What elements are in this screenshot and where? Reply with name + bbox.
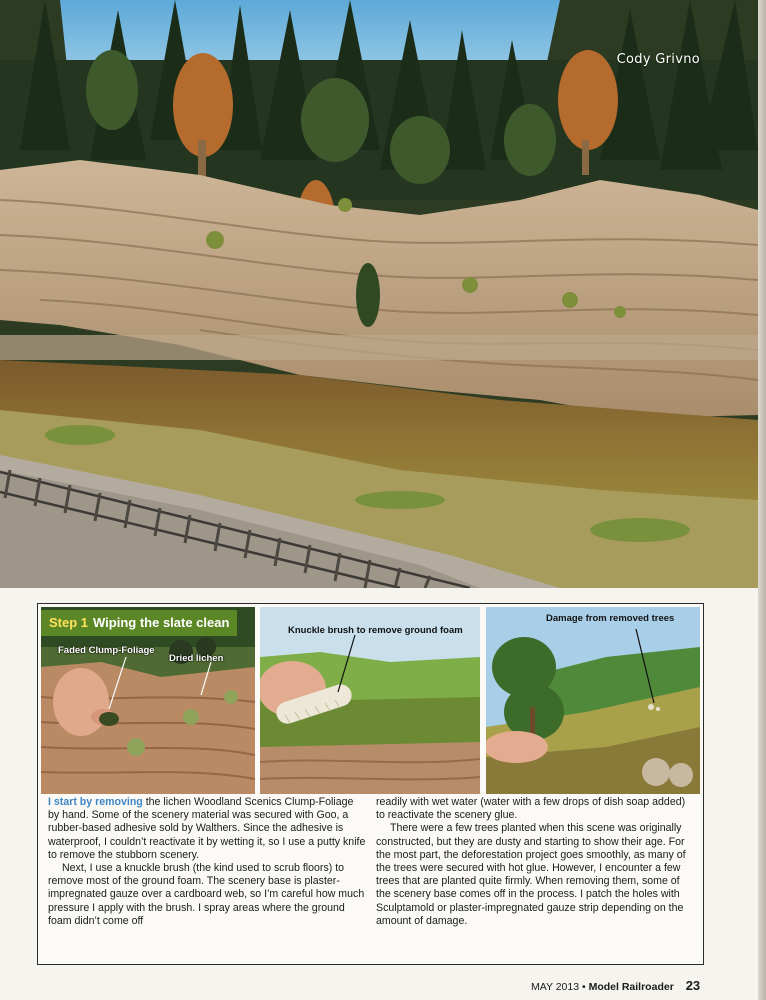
paragraph: readily with wet water (water with a few drops of dish soap added) to reactivate the scenery glue. [376,796,686,822]
step-photo-1 [41,607,255,794]
text-column-right [376,796,694,928]
step-box [37,603,704,965]
step-photo-3 [486,607,700,794]
lead-in: I start by removing [48,796,143,808]
issue-date: MAY 2013 [531,981,580,993]
label-damage-removed-trees: Damage from removed trees [546,613,675,624]
paragraph-text: the lichen Woodland Scenics Clump-Foliage by hand. Some of the scenery material was secured with Goo, a rubber-based adhesive sold by Walthers. Since the adhesive is waterproof, I couldn’t reactivate it by wetting it, so I use a putty knife to remove the stubborn scenery. [48,796,366,861]
step-photo-2 [260,607,480,794]
label-dried-lichen: Dried lichen [169,653,224,664]
photo-credit: Cody Grivno [616,52,700,67]
page-number: 23 [685,978,701,993]
label-knuckle-brush: Knuckle brush to remove ground foam [288,625,463,636]
photo-removed-trees [486,607,700,794]
step-header [41,610,237,636]
label-faded-clump-foliage: Faded Clump-Foliage [58,645,155,656]
paragraph [48,796,366,862]
paragraph: There were a few trees planted when this scene was originally constructed, but they are dusty and starting to show their age. For the most part, the deforestation project goes smoothly, as many of the trees were secured with hot glue. However, I encounter a few trees that are planted quite firmly. When removing them, some of the scenery base comes off in the process. I patch the holes with Sculptamold or plaster-impregnated gauze strip depending on the amount of damage. [376,822,686,927]
step-number: Step 1 [49,615,89,630]
step-title: Wiping the slate clean [93,615,230,630]
text-column-left [48,796,366,928]
page-footer [531,978,700,993]
magazine-name: Model Railroader [588,981,674,993]
footer-bullet: • [581,981,586,993]
paragraph: Next, I use a knuckle brush (the kind used to scrub floors) to remove most of the ground foam. The scenery base is plaster-impregnated gauze over a cardboard web, so I’m careful how much pressure I apply with the brush. I spray areas where the ground foam didn’t come off [48,862,365,927]
page-edge-shadow [758,0,766,1000]
